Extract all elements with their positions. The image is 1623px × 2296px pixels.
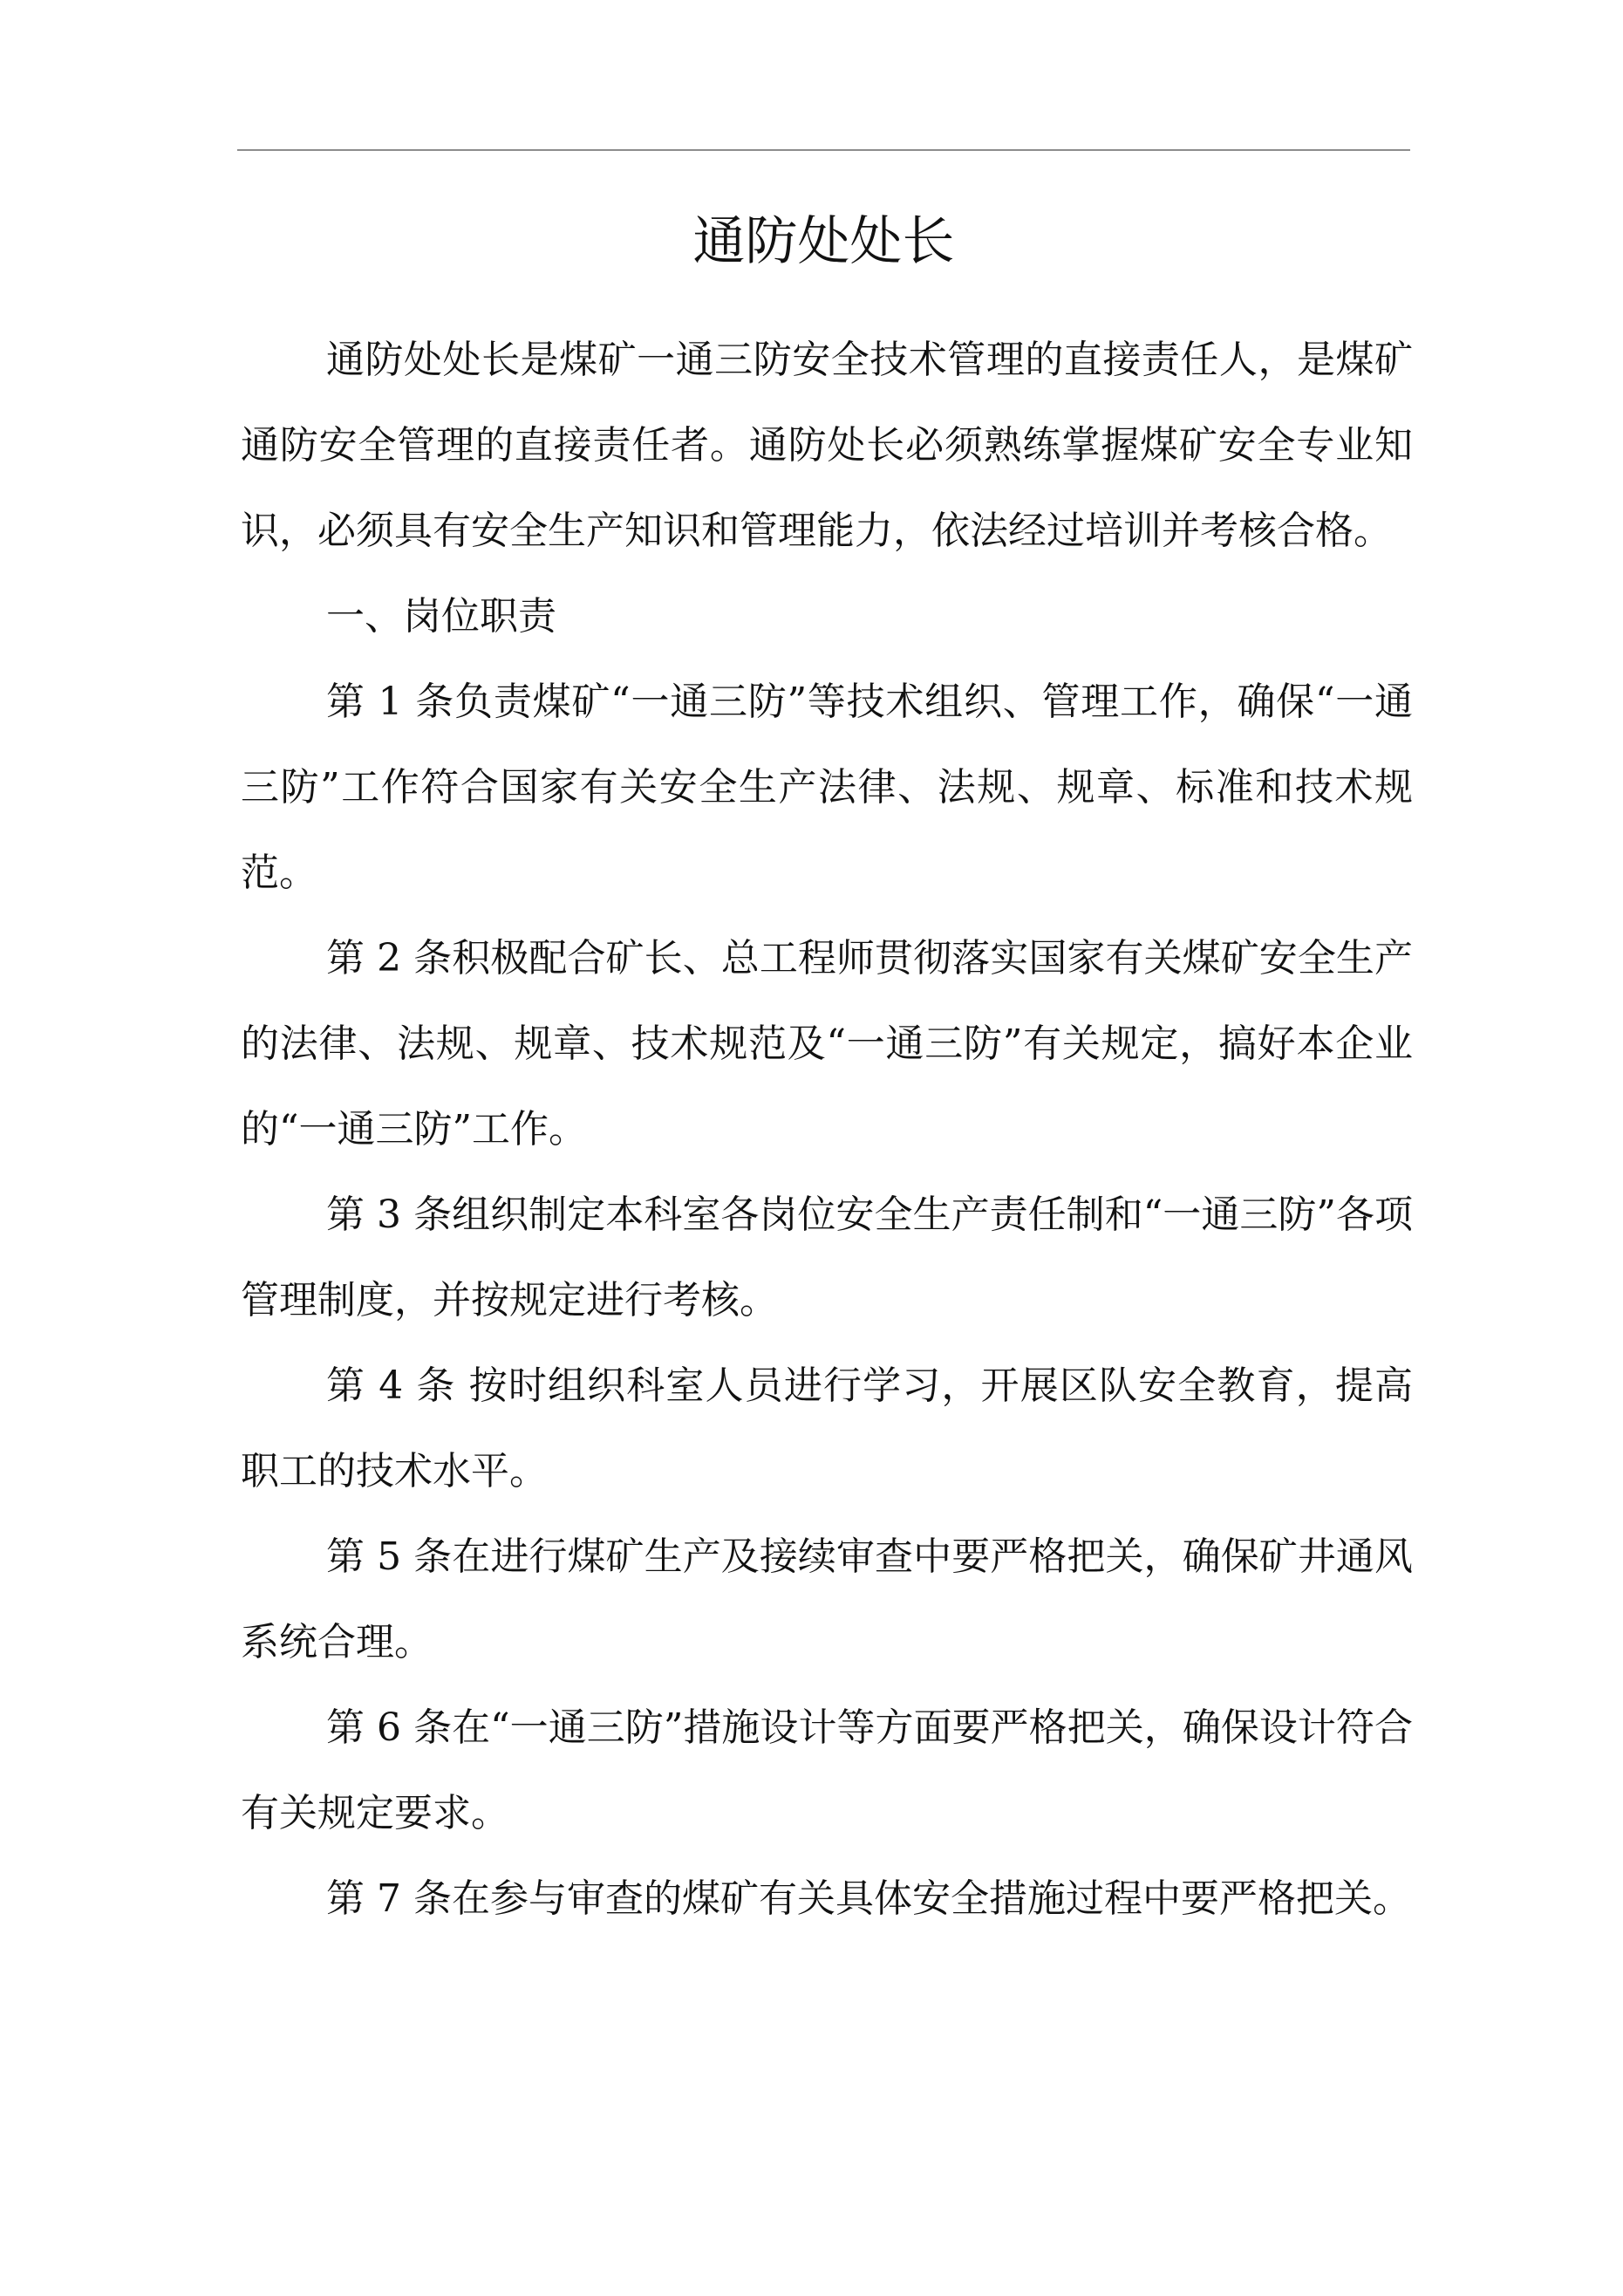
article-5: 第 5 条在进行煤矿生产及接续审查中要严格把关，确保矿井通风系统合理。 bbox=[241, 1534, 1413, 1664]
article-4: 第 4 条 按时组织科室人员进行学习，开展区队安全教育，提高职工的技术水平。 bbox=[241, 1363, 1413, 1493]
document-body bbox=[241, 318, 1413, 1942]
article-7: 第 7 条在参与审查的煤矿有关具体安全措施过程中要严格把关。 bbox=[326, 1876, 1411, 1921]
article-3: 第 3 条组织制定本科室各岗位安全生产责任制和“一通三防”各项管理制度，并按规定进行考核。 bbox=[241, 1192, 1413, 1322]
article-2: 第 2 条积极配合矿长、总工程师贯彻落实国家有关煤矿安全生产的法律、法规、规章、技术规范及“一通三防”有关规定，搞好本企业的“一通三防”工作。 bbox=[241, 936, 1413, 1151]
article-1: 第 1 条负责煤矿“一通三防”等技术组织、管理工作，确保“一通三防”工作符合国家有关安全生产法律、法规、规章、标准和技术规范。 bbox=[241, 680, 1413, 895]
section-heading-duties: 一、岗位职责 bbox=[326, 594, 556, 639]
intro-paragraph: 通防处处长是煤矿一通三防安全技术管理的直接责任人，是煤矿通防安全管理的直接责任者。通防处长必须熟练掌握煤矿安全专业知识，必须具有安全生产知识和管理能力，依法经过培训并考核合格。 bbox=[241, 338, 1413, 553]
article-6: 第 6 条在“一通三防”措施设计等方面要严格把关，确保设计符合有关规定要求。 bbox=[241, 1705, 1413, 1835]
document-title: 通防处处长 bbox=[692, 211, 955, 272]
header-rule bbox=[237, 149, 1410, 151]
